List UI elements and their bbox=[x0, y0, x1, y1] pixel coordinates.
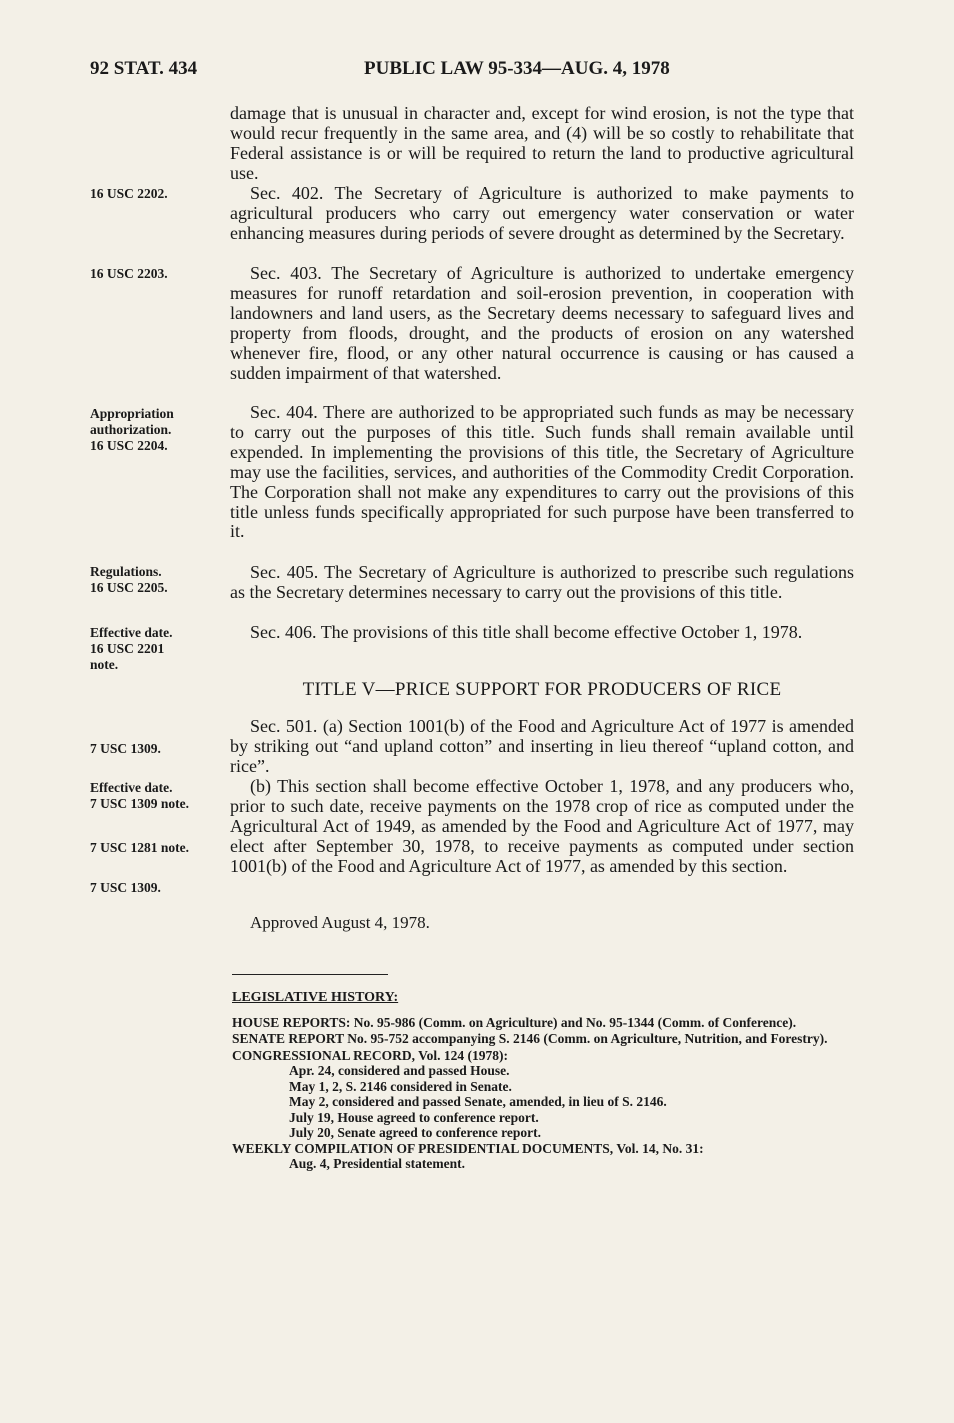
running-title: PUBLIC LAW 95-334—AUG. 4, 1978 bbox=[364, 58, 670, 79]
section-403 bbox=[230, 264, 854, 383]
sec-405-label: Sec. 405. bbox=[250, 562, 319, 582]
margin-note-usc-1309-note: 7 USC 1309 note. bbox=[90, 796, 190, 811]
margin-note-effective-date: Effective date. bbox=[90, 625, 173, 640]
sec-501-label: Sec. 501. bbox=[250, 716, 318, 736]
senate-report: SENATE REPORT No. 95-752 accompanying S. 2146 (Comm. on Agriculture, Nutrition, and Forestry). bbox=[232, 1031, 828, 1046]
sec-402-label: Sec. 402. bbox=[250, 183, 324, 203]
margin-note-usc-2203: 16 USC 2203. bbox=[90, 266, 168, 281]
section-406 bbox=[230, 623, 854, 643]
sec-404-label: Sec. 404. bbox=[250, 402, 318, 422]
margin-note-authorization: authorization. bbox=[90, 422, 172, 437]
sec-406-label: Sec. 406. bbox=[250, 622, 317, 642]
margin-note-note: note. bbox=[90, 657, 119, 672]
approved-date: Approved August 4, 1978. bbox=[250, 913, 430, 932]
margin-note-usc-2201: 16 USC 2201 bbox=[90, 641, 165, 656]
margin-note-usc-1309-b: 7 USC 1309. bbox=[90, 880, 161, 895]
continuation-text: damage that is unusual in character and, except for wind erosion, is not the type that would recur frequently in the same area, and (4) will be so costly to rehabilitate that Federal assistance is or will be required to return the land to productive agricultural use. bbox=[230, 103, 854, 183]
cr-item: May 2, considered and passed Senate, amended, in lieu of S. 2146. bbox=[289, 1094, 667, 1109]
margin-note-effective-date-2: Effective date. bbox=[90, 780, 173, 795]
cr-item: May 1, 2, S. 2146 considered in Senate. bbox=[289, 1078, 512, 1094]
section-404 bbox=[230, 403, 854, 542]
sec-406-text: The provisions of this title shall become effective October 1, 1978. bbox=[320, 622, 803, 642]
title-v-heading: TITLE V—PRICE SUPPORT FOR PRODUCERS OF RICE bbox=[302, 679, 782, 700]
divider-rule bbox=[232, 974, 388, 975]
house-reports: HOUSE REPORTS: No. 95-986 (Comm. on Agriculture) and No. 95-1344 (Comm. of Conference). bbox=[232, 1014, 797, 1030]
wc-item: Aug. 4, Presidential statement. bbox=[289, 1156, 465, 1171]
sec-501-text: (a) Section 1001(b) of the Food and Agriculture Act of 1977 is amended by striking out “and upland cotton” and inserting in lieu thereof “upland cotton, and rice”. bbox=[230, 716, 854, 776]
sec-501b-text: (b) This section shall become effective October 1, 1978, and any producers who, prior to such date, receive payments on the 1978 crop of rice as computed under the Agricultural Act of 1949, as amended by the Food and Agriculture Act of 1977, may elect after September 30, 1978, to receive payments as computed under section 1001(b) of the Food and Agriculture Act of 1977, as amended by this section. bbox=[230, 776, 854, 876]
sec-402-text: The Secretary of Agriculture is authorized to make payments to agricultural producers who carry out emergency water conservation or water enhancing measures during periods of severe drought as determined by the Secretary. bbox=[230, 183, 854, 243]
section-402 bbox=[230, 184, 854, 244]
margin-note-regulations-group bbox=[90, 564, 168, 596]
section-501b bbox=[230, 777, 854, 877]
legislative-history bbox=[232, 990, 854, 1172]
sec-404-text: There are authorized to be appropriated such funds as may be necessary to carry out the purposes of this title. Such funds shall remain available until expended. In implementing the provisions of this title, the Secretary of Agriculture may use the facilities, services, and authorities of the Commodity Credit Corporation. The Corporation shall not make any expenditures to carry out the provisions of this title unless funds specifically appropriated for such purpose have been transferred to it. bbox=[230, 402, 855, 542]
margin-note-regulations: Regulations. bbox=[90, 564, 162, 579]
margin-note-appropriation: Appropriation bbox=[90, 406, 174, 421]
congressional-record: CONGRESSIONAL RECORD, Vol. 124 (1978): bbox=[232, 1047, 509, 1063]
margin-note-usc-2204: 16 USC 2204. bbox=[90, 438, 168, 453]
cr-item: July 19, House agreed to conference report. bbox=[289, 1109, 539, 1125]
sec-403-text: The Secretary of Agriculture is authorized to undertake emergency measures for runoff retardation and soil-erosion prevention, in cooperation with landowners and land users, as the Secretary deems necessary to safeguard lives and property from floods, drought, and the products of erosion on any watershed whenever fire, flood, or any other natural occurrence is causing or has caused a sudden impairment of that watershed. bbox=[230, 263, 854, 383]
cr-item: July 20, Senate agreed to conference report. bbox=[289, 1125, 541, 1140]
margin-note-usc-2202: 16 USC 2202. bbox=[90, 186, 168, 201]
margin-note-effective-date-group bbox=[90, 625, 172, 673]
weekly-compilation: WEEKLY COMPILATION OF PRESIDENTIAL DOCUMENTS, Vol. 14, No. 31: bbox=[232, 1140, 704, 1156]
sec-403-label: Sec. 403. bbox=[250, 263, 322, 283]
margin-note-usc-1281-note: 7 USC 1281 note. bbox=[90, 840, 190, 855]
margin-note-usc-1309-a: 7 USC 1309. bbox=[90, 741, 161, 756]
margin-note-appropriation-authorization bbox=[90, 406, 174, 454]
cr-item: Apr. 24, considered and passed House. bbox=[289, 1063, 510, 1078]
section-501a bbox=[230, 717, 854, 777]
margin-note-usc-2205: 16 USC 2205. bbox=[90, 580, 168, 595]
sec-405-text: The Secretary of Agriculture is authorized to prescribe such regulations as the Secretary determines necessary to carry out the provisions of this title. bbox=[230, 562, 854, 602]
page-reference: 92 STAT. 434 bbox=[90, 58, 198, 79]
margin-note-effective-date-2-group bbox=[90, 780, 189, 812]
section-405 bbox=[230, 563, 854, 603]
continuation-paragraph bbox=[230, 104, 854, 184]
legislative-history-title: LEGISLATIVE HISTORY: bbox=[232, 990, 399, 1005]
